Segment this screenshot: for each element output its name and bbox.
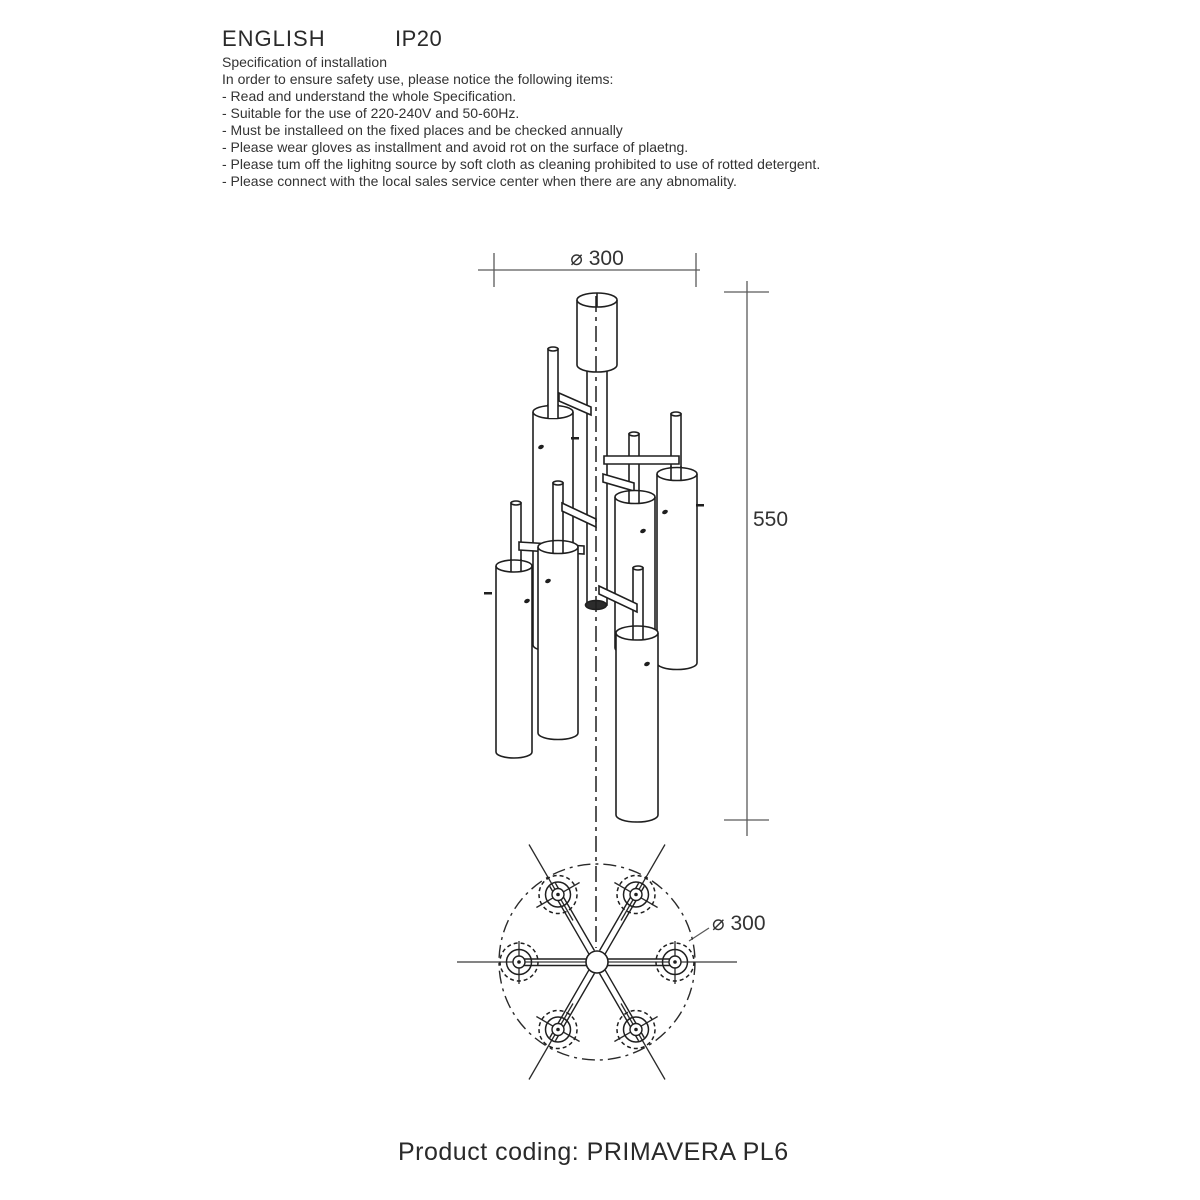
lamp-rod-top [511, 501, 521, 505]
spec-item: - Suitable for the use of 220-240V and 50-60Hz. [222, 105, 520, 121]
plan-lamp [617, 1011, 655, 1049]
central-rod [587, 365, 607, 605]
lamp-tube [657, 412, 697, 670]
lamp-rod-top [629, 432, 639, 436]
ceiling-canopy [577, 293, 617, 372]
spec-item: - Must be installeed on the fixed places and be checked annually [222, 122, 623, 138]
plan-hub [586, 951, 608, 973]
spec-intro: In order to ensure safety use, please notice the following items: [222, 71, 614, 87]
plan-lamp [539, 1011, 577, 1049]
spec-item: - Please wear gloves as installment and avoid rot on the surface of plaetng. [222, 139, 689, 155]
lamp-tube [538, 540, 578, 740]
spec-item: - Please tum off the lighitng source by soft cloth as cleaning prohibited to use of rotted detergent. [222, 156, 821, 172]
product-coding: Product coding: PRIMAVERA PL6 [398, 1138, 789, 1166]
language-label: ENGLISH [222, 26, 326, 51]
height-dimension: 550 [753, 508, 789, 531]
top-diameter-dimension: ⌀ 300 [570, 247, 624, 270]
lamp-rod-top [553, 481, 563, 485]
spec-title: Specification of installation [222, 54, 387, 70]
arm [604, 456, 679, 464]
bottom-diameter-dimension: ⌀ 300 [712, 912, 766, 935]
ip-rating-label: IP20 [395, 26, 443, 51]
front-view-drawing [484, 293, 704, 948]
bottom-view-drawing [457, 845, 737, 1080]
plan-lamp [617, 876, 655, 914]
plan-lamp [539, 876, 577, 914]
spec-item: - Read and understand the whole Specification. [222, 88, 517, 104]
spec-item: - Please connect with the local sales service center when there are any abnomality. [222, 173, 737, 189]
lamp-tube [496, 559, 532, 758]
